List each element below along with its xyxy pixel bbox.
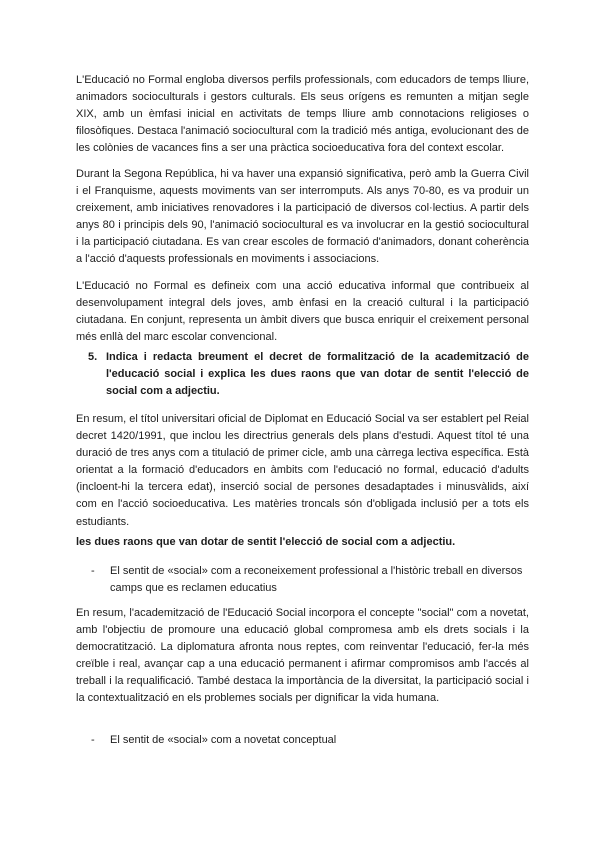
question-number: 5. — [88, 351, 98, 363]
bullet-text: El sentit de «social» com a reconeixement professional a l'històric treball en diversos camps que es reclamen educatius — [110, 565, 523, 595]
bullet-marker: - — [91, 734, 95, 746]
bullet-marker: - — [91, 565, 95, 577]
paragraph-conclusio: En resum, l'academització de l'Educació Social incorpora el concepte "social" com a novetat, amb l'objectiu de promoure una educació global compromesa amb els drets socials i la democratització. La diplomatura afronta nous reptes, com reinventar l'educació, fer-la més creïble i real, avançar cap a una educació permanent i afirmar compromisos amb l'accés al treball i la requalificació. També destaca la importància de la diversitat, la participació social i la contextualització en els problemes socials per dignificar la vida humana. — [76, 607, 529, 705]
paragraph-definicio: L'Educació no Formal es defineix com una acció educativa informal que contribueix al desenvolupament integral dels joves, amb ènfasi en la creació cultural i la participació ciutadana. En conjunt, representa un àmbit divers que busca enriquir el creixement personal més enllà del marc escolar convencional. — [76, 280, 529, 344]
paragraph-educacio-no-formal-intro: L'Educació no Formal engloba diversos perfils professionals, com educadors de temps lliure, animadors socioculturals i gestors culturals. Els seus orígens es remunten a mitjan segle XIX, amb un èmfasi inicial en activitats de temps lliure amb connotacions religioses o filosòfiques. Destaca l'animació sociocultural com la tradició més antiga, evolucionant des de les colònies de vacances fins a ser una pràctica socioeducativa fora del context escolar. — [76, 74, 529, 155]
question-text: Indica i redacta breument el decret de formalització de la academització de l'educació social i explica les dues raons que van dotar de sentit l'elecció de social com a adjectiu. — [106, 351, 529, 398]
subheading-raons: les dues raons que van dotar de sentit l'elecció de social com a adjectiu. — [76, 536, 456, 548]
paragraph-decret: En resum, el títol universitari oficial de Diplomat en Educació Social va ser establert pel Reial decret 1420/1991, que inclou les directrius generals dels plans d'estudi. Aquest títol té una duració de tres anys com a titulació de primer cicle, amb una càrrega lectiva específica. Està orientat a la formació d'educadors en àmbits com l'educació no formal, educació d'adults (incloent-hi la tercera edat), inserció social de persones desadaptades i minusvàlids, així com en l'acció socioeducativa. Les matèries troncals són d'obligada inclusió per a tots els estudiants. — [76, 413, 529, 528]
paragraph-historia: Durant la Segona República, hi va haver una expansió significativa, però amb la Guerra Civil i el Franquisme, aquests moviments van ser interromputs. Als anys 70-80, es va produir un creixement, amb iniciatives renovadores i la participació de diversos col·lectius. A partir dels anys 80 i principis dels 90, l'animació sociocultural es va involucrar en la gestió sociocultural i la participació ciutadana. Es van crear escoles de formació d'animadors, donant coherència a l'acció d'aquests professionals en moviments i associacions. — [76, 168, 529, 266]
bullet-text: El sentit de «social» com a novetat conceptual — [110, 734, 337, 746]
